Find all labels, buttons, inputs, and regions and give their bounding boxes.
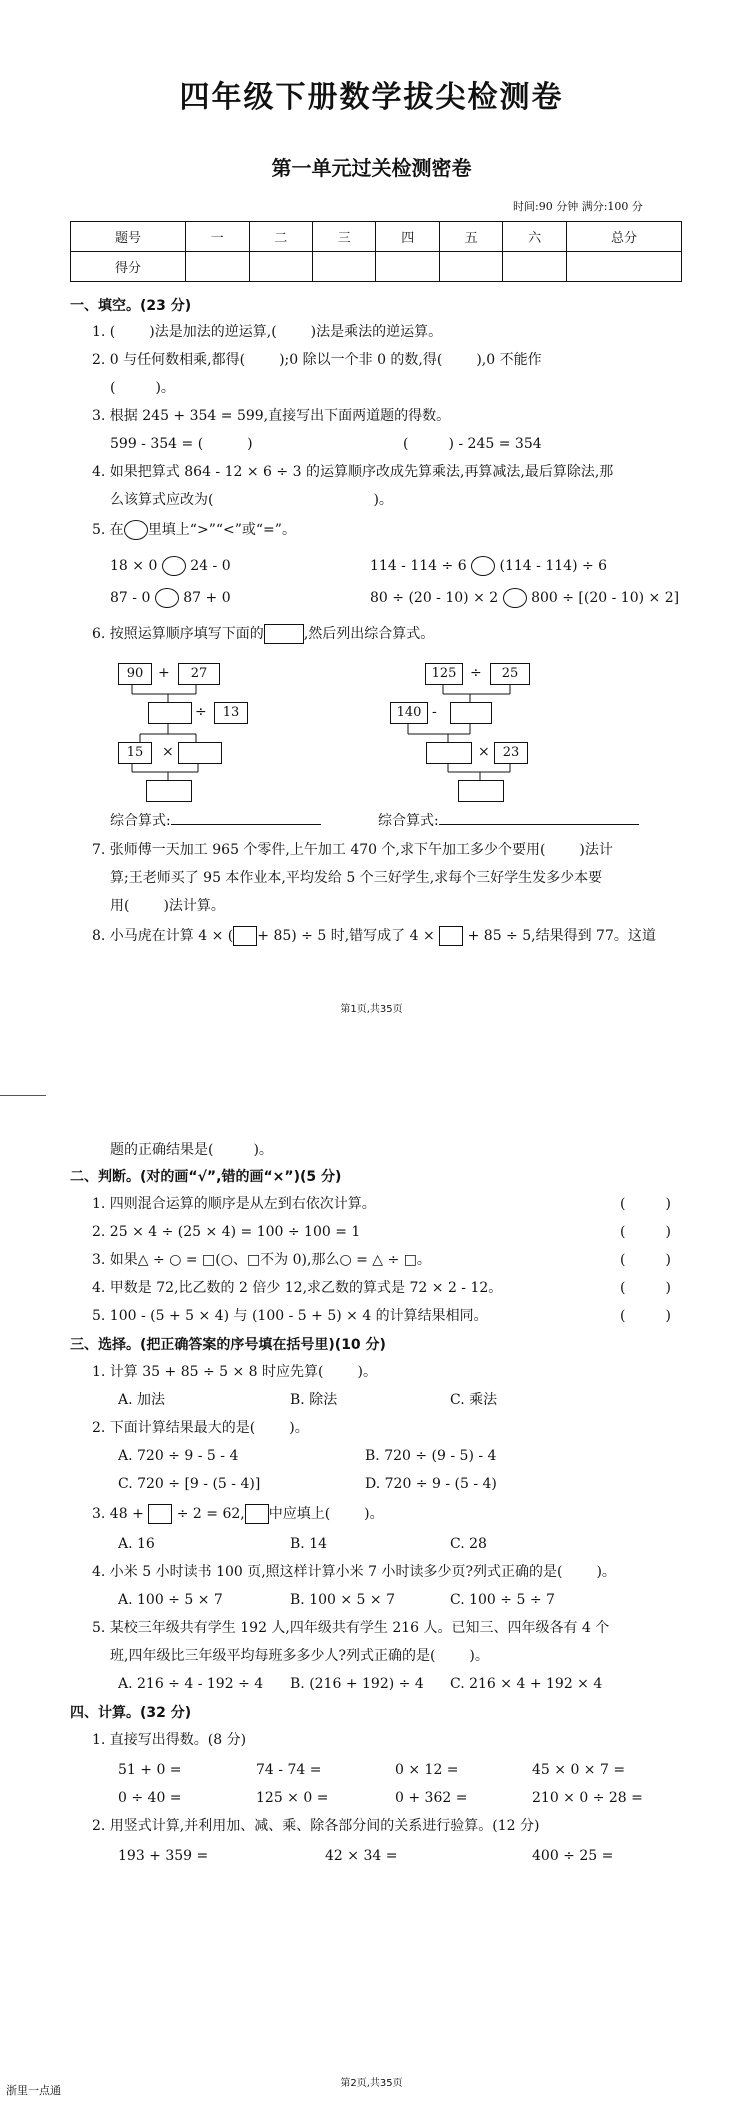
diagram2-op1: ÷ xyxy=(470,665,482,681)
calc-item: 0 × 12 = xyxy=(395,1762,459,1778)
calc-item: 125 × 0 = xyxy=(256,1790,329,1806)
choice-question-2: 2. 下面计算结果最大的是( )。 xyxy=(92,1420,309,1436)
question-1-4-cont: 么该算式应改为( )。 xyxy=(110,492,393,508)
choice-question-1: 1. 计算 35 + 85 ÷ 5 × 8 时应先算( )。 xyxy=(92,1364,377,1380)
calc-item: 193 + 359 = xyxy=(118,1848,209,1864)
score-header-cell: 一 xyxy=(186,222,249,252)
diagram2-result-box[interactable] xyxy=(450,702,492,724)
calc-item: 0 + 362 = xyxy=(395,1790,468,1806)
score-row-label: 得分 xyxy=(71,252,186,282)
section-3-title: 三、选择。(把正确答案的序号填在括号里)(10 分) xyxy=(70,1337,386,1353)
diagram2-final-box[interactable] xyxy=(458,780,504,802)
choice-option[interactable]: B. 除法 xyxy=(290,1392,338,1408)
calc-question-1: 1. 直接写出得数。(8 分) xyxy=(92,1732,247,1748)
judge-item: 3. 如果△ ÷ ○ = □(○、□不为 0),那么○ = △ ÷ □。 xyxy=(92,1252,431,1268)
score-header-cell: 二 xyxy=(249,222,312,252)
calc-item: 45 × 0 × 7 = xyxy=(532,1762,626,1778)
score-header-cell: 总分 xyxy=(566,222,681,252)
page-subtitle: 第一单元过关检测密卷 xyxy=(271,156,472,180)
choice-option[interactable]: B. (216 + 192) ÷ 4 xyxy=(290,1676,424,1692)
corner-watermark: 浙里一点通 xyxy=(6,2084,61,2097)
judge-answer-bracket[interactable]: ( ) xyxy=(620,1252,671,1268)
score-header-cell: 三 xyxy=(312,222,375,252)
calc-item: 210 × 0 ÷ 28 = xyxy=(532,1790,643,1806)
question-1-2-cont: ( )。 xyxy=(110,380,175,396)
question-1-5: 5. 在 里填上“>”“<”或“=”。 xyxy=(92,522,296,538)
diagram1-operand-a: 90 xyxy=(118,663,152,685)
question-1-3-b: ( ) - 245 = 354 xyxy=(403,436,542,452)
choice-option[interactable]: B. 14 xyxy=(290,1536,328,1552)
judge-item: 2. 25 × 4 ÷ (25 × 4) = 100 ÷ 100 = 1 xyxy=(92,1224,361,1240)
judge-answer-bracket[interactable]: ( ) xyxy=(620,1224,671,1240)
judge-answer-bracket[interactable]: ( ) xyxy=(620,1280,671,1296)
question-1-3: 3. 根据 245 + 354 = 599,直接写出下面两道题的得数。 xyxy=(92,408,451,424)
calc-item: 74 - 74 = xyxy=(256,1762,322,1778)
score-header-cell: 六 xyxy=(503,222,566,252)
choice-option[interactable]: A. 216 ÷ 4 - 192 ÷ 4 xyxy=(118,1676,264,1692)
choice-option[interactable]: C. 720 ÷ [9 - (5 - 4)] xyxy=(118,1476,261,1492)
page-title: 四年级下册数学拔尖检测卷 xyxy=(179,80,564,115)
question-1-2: 2. 0 与任何数相乘,都得( );0 除以一个非 0 的数,得( ),0 不能作 xyxy=(92,352,542,368)
compare-item-4: 80 ÷ (20 - 10) × 2 800 ÷ [(20 - 10) × 2] xyxy=(370,590,680,606)
question-1-3-a: 599 - 354 = ( ) xyxy=(110,436,253,452)
calc-item: 51 + 0 = xyxy=(118,1762,182,1778)
judge-item: 5. 100 - (5 + 5 × 4) 与 (100 - 5 + 5) × 4 的计算结果相同。 xyxy=(92,1308,488,1324)
choice-option[interactable]: B. 100 × 5 × 7 xyxy=(290,1592,395,1608)
diagram2-result-box[interactable] xyxy=(426,742,472,764)
calc-question-2: 2. 用竖式计算,并利用加、减、乘、除各部分间的关系进行验算。(12 分) xyxy=(92,1818,540,1834)
diagram2-operand-d: 23 xyxy=(494,742,528,764)
compare-item-1: 18 × 0 24 - 0 xyxy=(110,558,231,574)
diagram2-operand-b: 25 xyxy=(490,663,530,685)
diagram2-operand-c: 140 xyxy=(390,702,428,724)
page-divider xyxy=(0,1095,46,1096)
question-1-8-cont: 题的正确结果是( )。 xyxy=(110,1142,273,1158)
calc-item: 0 ÷ 40 = xyxy=(118,1790,182,1806)
choice-option[interactable]: A. 720 ÷ 9 - 5 - 4 xyxy=(118,1448,239,1464)
judge-item: 4. 甲数是 72,比乙数的 2 倍少 12,求乙数的算式是 72 × 2 - 12。 xyxy=(92,1280,503,1296)
section-2-title: 二、判断。(对的画“√”,错的画“×”)(5 分) xyxy=(70,1169,342,1185)
judge-answer-bracket[interactable]: ( ) xyxy=(620,1308,671,1324)
choice-option[interactable]: B. 720 ÷ (9 - 5) - 4 xyxy=(365,1448,497,1464)
diagram1-op2: ÷ xyxy=(195,704,207,720)
page-footer-1: 第1页,共35页 xyxy=(340,1004,403,1015)
choice-option[interactable]: A. 16 xyxy=(118,1536,155,1552)
choice-option[interactable]: A. 加法 xyxy=(118,1392,166,1408)
diagram1-op3: × xyxy=(162,744,174,760)
compare-item-3: 87 - 0 87 + 0 xyxy=(110,590,231,606)
judge-item: 1. 四则混合运算的顺序是从左到右依次计算。 xyxy=(92,1196,376,1212)
choice-option[interactable]: D. 720 ÷ 9 - (5 - 4) xyxy=(365,1476,497,1492)
question-1-7: 7. 张师傅一天加工 965 个零件,上午加工 470 个,求下午加工多少个要用( )法计 xyxy=(92,842,613,858)
diagram2-operand-a: 125 xyxy=(425,663,463,685)
combined-formula-2: 综合算式: xyxy=(378,810,639,831)
diagram2-op3: × xyxy=(478,744,490,760)
diagram1-op1: + xyxy=(158,665,170,681)
diagram1-operand-d: 15 xyxy=(118,742,152,764)
section-4-title: 四、计算。(32 分) xyxy=(70,1705,192,1721)
calc-item: 42 × 34 = xyxy=(325,1848,398,1864)
score-header-cell: 五 xyxy=(439,222,502,252)
score-header-cell: 题号 xyxy=(71,222,186,252)
calc-item: 400 ÷ 25 = xyxy=(532,1848,614,1864)
question-1-4: 4. 如果把算式 864 - 12 × 6 ÷ 3 的运算顺序改成先算乘法,再算减法,最后算除法,那 xyxy=(92,464,614,480)
question-1-8: 8. 小马虎在计算 4 × ( + 85) ÷ 5 时,错写成了 4 × + 85 ÷ 5,结果得到 77。这道 xyxy=(92,928,656,944)
choice-question-5: 5. 某校三年级共有学生 192 人,四年级共有学生 216 人。已知三、四年级各有 4 个 xyxy=(92,1620,610,1636)
score-header-cell: 四 xyxy=(376,222,439,252)
diagram1-operand-c: 13 xyxy=(214,702,248,724)
diagram1-operand-b: 27 xyxy=(178,663,220,685)
question-1-6: 6. 按照运算顺序填写下面的 ,然后列出综合算式。 xyxy=(92,626,435,642)
diagram2-op2: - xyxy=(432,704,437,720)
choice-option[interactable]: C. 乘法 xyxy=(450,1392,498,1408)
combined-formula-1: 综合算式: xyxy=(110,810,321,831)
choice-option[interactable]: A. 100 ÷ 5 × 7 xyxy=(118,1592,223,1608)
section-1-title: 一、填空。(23 分) xyxy=(70,298,192,314)
question-1-7-cont2: 用( )法计算。 xyxy=(110,898,225,914)
choice-question-5-cont: 班,四年级比三年级平均每班多多少人?列式正确的是( )。 xyxy=(110,1648,489,1664)
choice-option[interactable]: C. 100 ÷ 5 ÷ 7 xyxy=(450,1592,555,1608)
judge-answer-bracket[interactable]: ( ) xyxy=(620,1196,671,1212)
choice-option[interactable]: C. 28 xyxy=(450,1536,487,1552)
choice-question-3: 3. 48 + ÷ 2 = 62, 中应填上( )。 xyxy=(92,1506,384,1522)
question-1-1: 1. ( )法是加法的逆运算,( )法是乘法的逆运算。 xyxy=(92,324,443,340)
page-footer-2: 第2页,共35页 xyxy=(340,2078,403,2089)
compare-item-2: 114 - 114 ÷ 6 (114 - 114) ÷ 6 xyxy=(370,558,608,574)
choice-option[interactable]: C. 216 × 4 + 192 × 4 xyxy=(450,1676,603,1692)
exam-meta: 时间:90 分钟 满分:100 分 xyxy=(513,200,643,213)
choice-question-4: 4. 小米 5 小时读书 100 页,照这样计算小米 7 小时读多少页?列式正确的是( )。 xyxy=(92,1564,616,1580)
question-1-7-cont: 算;王老师买了 95 本作业本,平均发给 5 个三好学生,求每个三好学生发多少本要 xyxy=(110,870,603,886)
